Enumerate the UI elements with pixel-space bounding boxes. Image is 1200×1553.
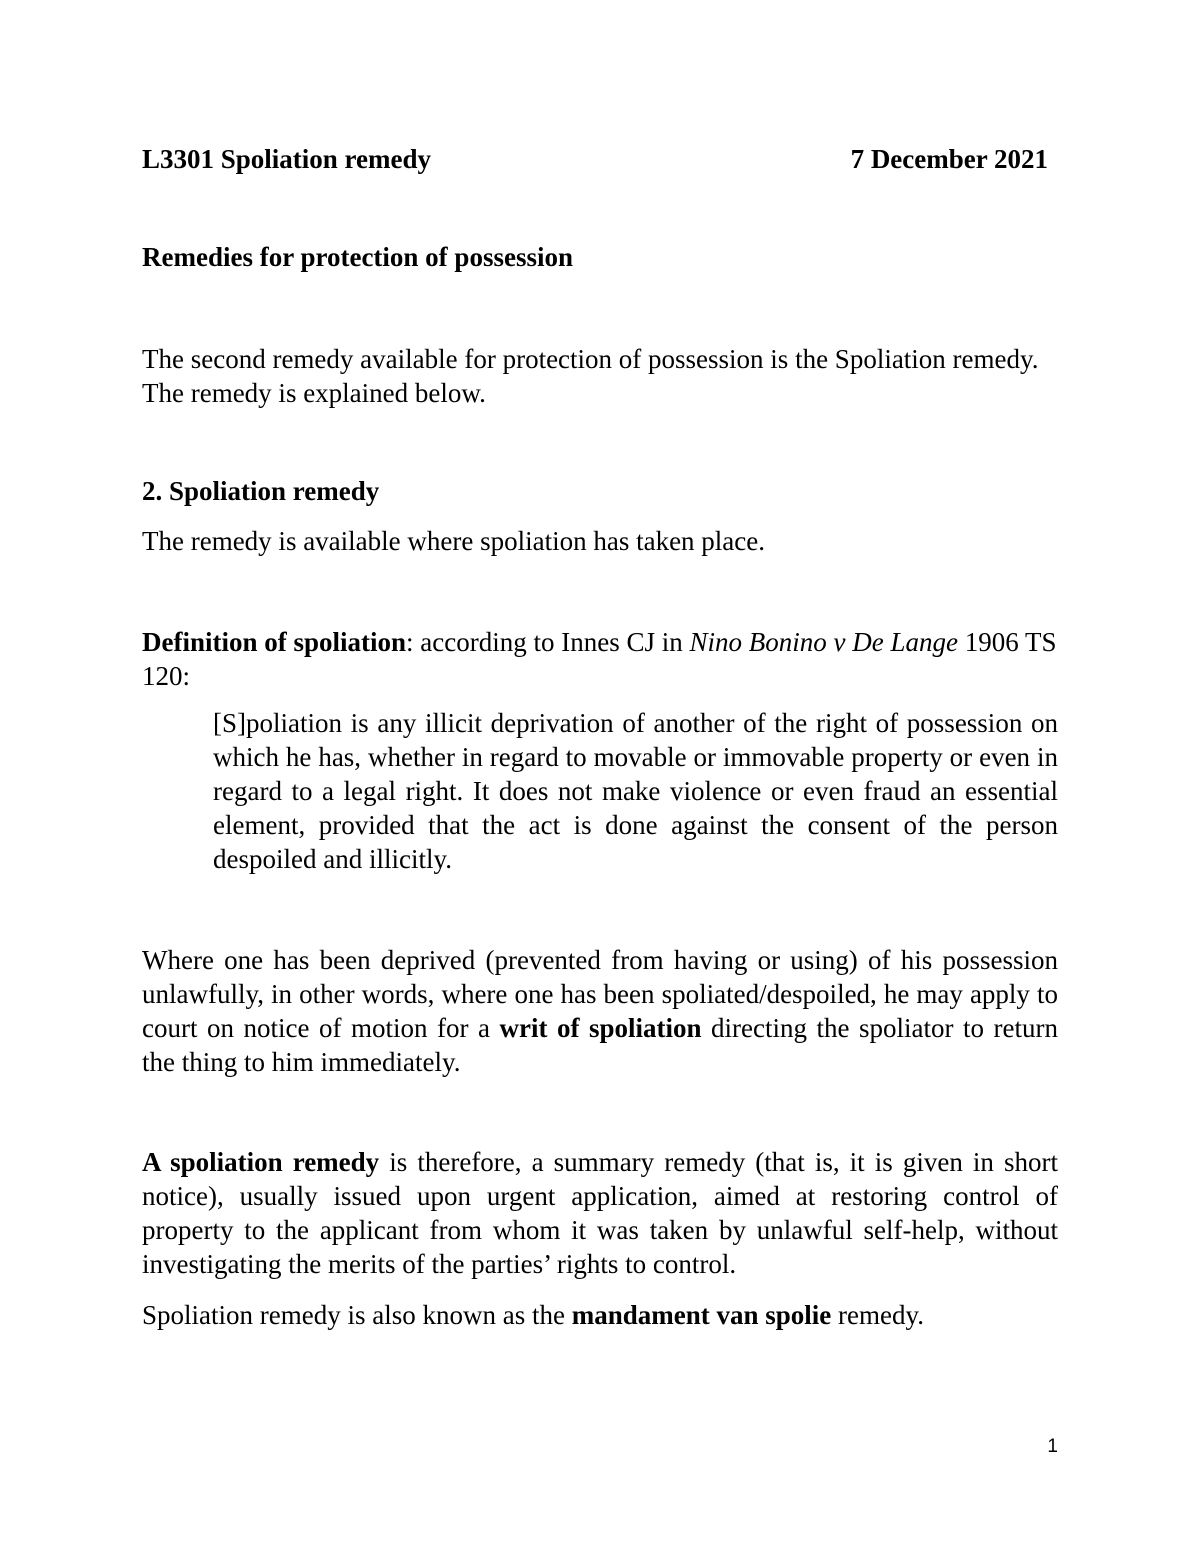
mandament-van-spolie: mandament van spolie xyxy=(571,1300,832,1330)
definition-paragraph xyxy=(142,625,1058,693)
availability-paragraph: The remedy is available where spoliation has taken place. xyxy=(142,526,766,556)
spoliation-quote: [S]poliation is any illicit deprivation of another of the right of possession on which he has, whether in regard to movable or immovable property or even in regard to a legal right. It does not make violence or even fraud an essential element, provided that the act is done against the consent of the person despoiled and illicitly. xyxy=(213,708,1058,874)
page-number: 1 xyxy=(1047,1436,1058,1457)
summary-paragraph xyxy=(142,1145,1058,1281)
aka-text-end: remedy. xyxy=(831,1300,924,1330)
document-header xyxy=(142,142,1048,176)
case-name: Nino Bonino v De Lange xyxy=(689,627,958,657)
course-title: L3301 Spoliation remedy xyxy=(142,144,432,174)
intro-line-2: The remedy is explained below. xyxy=(142,378,486,408)
summary-text: is therefore, a summary remedy (that is, it is given in short notice), usually issued upon urgent application, aimed at restoring control of property to the applicant from whom it was taken by unlawful self-help, without investigating the merits of the parties’ rights to control. xyxy=(142,1147,1059,1279)
aka-paragraph xyxy=(142,1298,1058,1332)
aka-text-start: Spoliation remedy is also known as the xyxy=(142,1300,572,1330)
section-title: Remedies for protection of possession xyxy=(142,242,573,272)
definition-label: Definition of spoliation xyxy=(142,627,407,657)
deprivation-paragraph xyxy=(142,943,1058,1079)
definition-intro: : according to Innes CJ in xyxy=(406,627,690,657)
intro-paragraph xyxy=(142,342,1058,410)
deprivation-text-start: Where one has been deprived (prevented from having or using) of his possession unlawfully, in other words, where one has been spoliated/despoiled, he may apply to court on notice of motion for a xyxy=(142,945,1058,1043)
intro-line-1: The second remedy available for protection of possession is the Spoliation remedy. xyxy=(142,344,1039,374)
heading-spoliation-remedy: 2. Spoliation remedy xyxy=(142,476,380,506)
document-date: 7 December 2021 xyxy=(850,144,1048,174)
spoliation-remedy-term: A spoliation remedy xyxy=(142,1147,380,1177)
deprivation-text-end: directing the spoliator to return the thing to him immediately. xyxy=(142,1013,1058,1077)
writ-of-spoliation: writ of spoliation xyxy=(499,1013,702,1043)
case-citation: 1906 TS 120: xyxy=(142,627,1057,691)
